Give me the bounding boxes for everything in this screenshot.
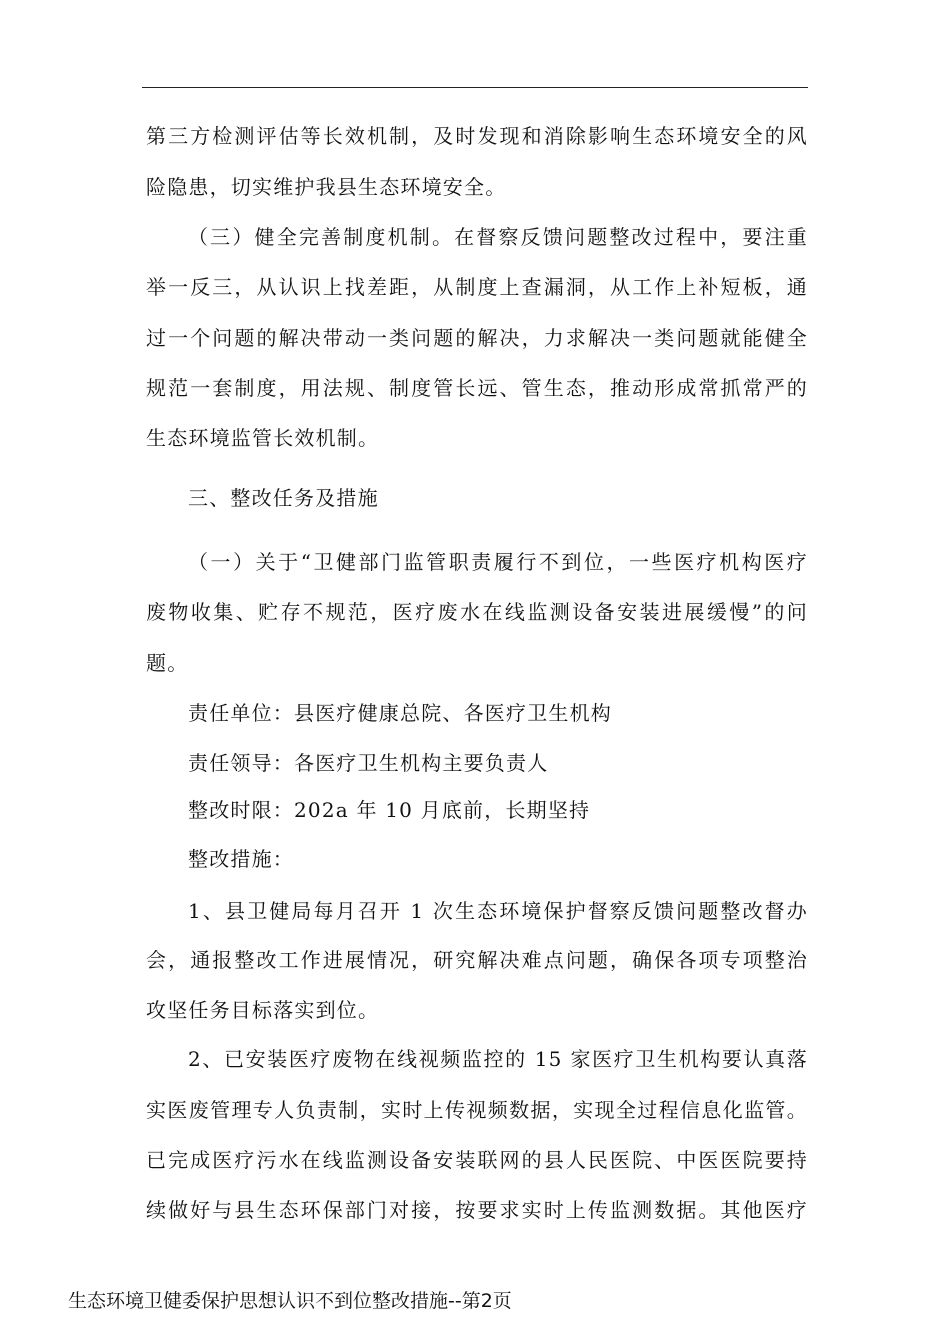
text-line: 实医废管理专人负责制，实时上传视频数据，实现全过程信息化监管。 xyxy=(146,1098,808,1122)
text-line: 生态环境监管长效机制。 xyxy=(146,426,380,450)
page-footer: 生态环境卫健委保护思想认识不到位整改措施--第2页 xyxy=(68,1290,512,1312)
text-line: 规范一套制度，用法规、制度管长远、管生态，推动形成常抓常严的 xyxy=(146,376,808,400)
text-line: 过一个问题的解决带动一类问题的解决，力求解决一类问题就能健全 xyxy=(146,326,808,350)
text-line: 废物收集、贮存不规范，医疗废水在线监测设备安装进展缓慢”的问 xyxy=(146,600,808,624)
text-line: 责任领导：各医疗卫生机构主要负责人 xyxy=(188,751,549,775)
section-heading: 三、整改任务及措施 xyxy=(188,486,379,510)
text-line: （三）健全完善制度机制。在督察反馈问题整改过程中，要注重 xyxy=(188,225,808,249)
text-line: 责任单位：县医疗健康总院、各医疗卫生机构 xyxy=(188,701,612,725)
text-line: 续做好与县生态环保部门对接，按要求实时上传监测数据。其他医疗 xyxy=(146,1198,808,1222)
text-line: 题。 xyxy=(146,651,189,675)
text-line: 举一反三，从认识上找差距，从制度上查漏洞，从工作上补短板，通 xyxy=(146,275,808,299)
text-line: 会，通报整改工作进展情况，研究解决难点问题，确保各项专项整治 xyxy=(146,948,808,972)
text-line: 已完成医疗污水在线监测设备安装联网的县人民医院、中医医院要持 xyxy=(146,1148,808,1172)
header-rule xyxy=(142,87,808,88)
text-line: （一）关于“卫健部门监管职责履行不到位，一些医疗机构医疗 xyxy=(188,550,808,574)
text-line: 整改措施： xyxy=(188,847,294,871)
text-line: 第三方检测评估等长效机制，及时发现和消除影响生态环境安全的风 xyxy=(146,124,808,148)
text-line: 2、已安装医疗废物在线视频监控的 15 家医疗卫生机构要认真落 xyxy=(188,1047,808,1071)
text-line: 1、县卫健局每月召开 1 次生态环境保护督察反馈问题整改督办 xyxy=(188,899,808,923)
text-line: 攻坚任务目标落实到位。 xyxy=(146,998,380,1022)
text-line: 整改时限：202a 年 10 月底前，长期坚持 xyxy=(188,798,591,822)
text-line: 险隐患，切实维护我县生态环境安全。 xyxy=(146,175,507,199)
